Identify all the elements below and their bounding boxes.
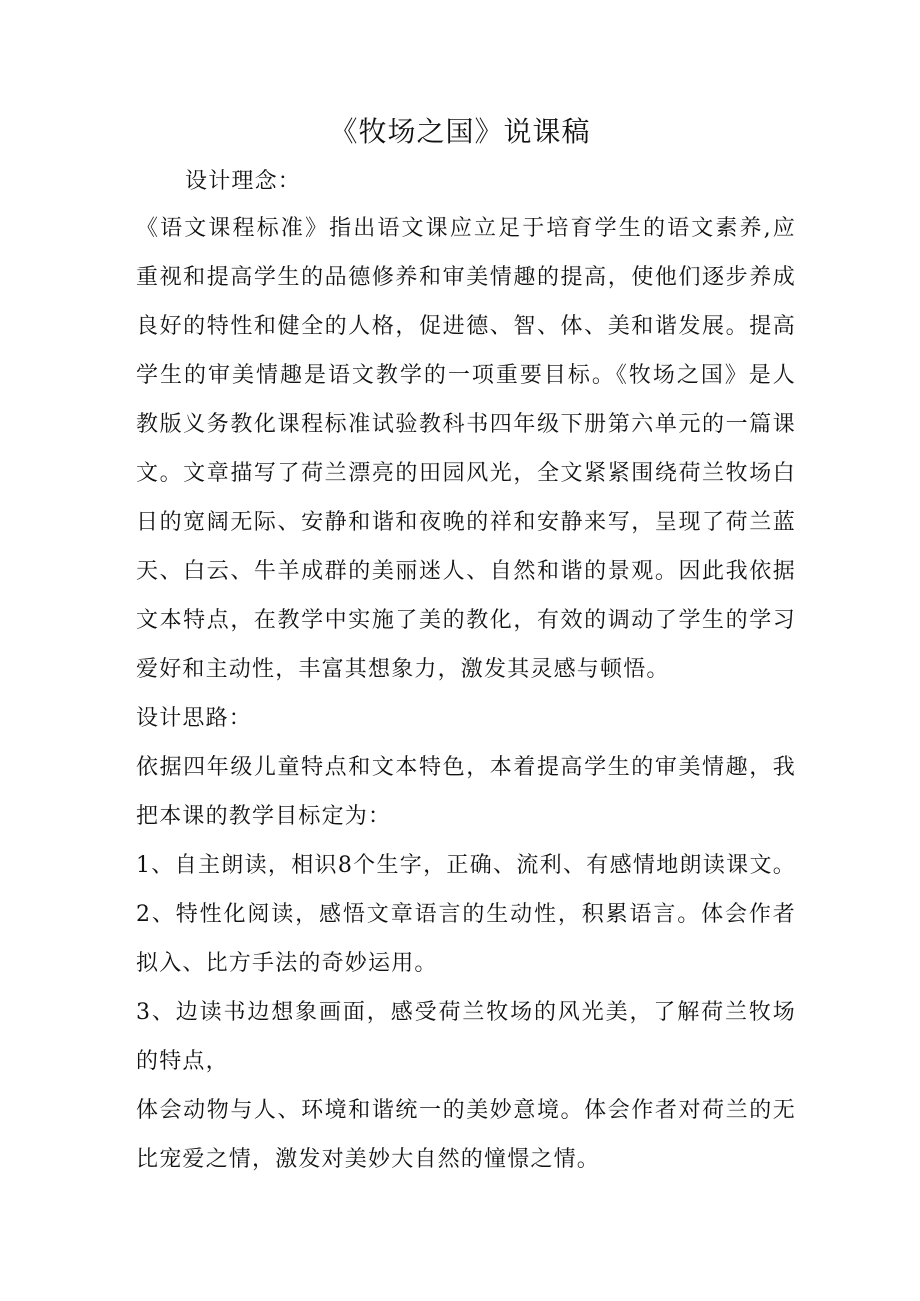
paragraph-line: 比宠爱之情，激发对美妙大自然的憧憬之情。	[136, 1147, 601, 1172]
paragraph-line: 天、白云、牛羊成群的美丽迷人、自然和谐的景观。因此我依据	[136, 559, 796, 584]
paragraph-line: 日的宽阔无际、安静和谐和夜晚的祥和安静来写，呈现了荷兰蓝	[136, 510, 796, 535]
paragraph-line: 把本课的教学目标定为：	[136, 804, 392, 829]
paragraph-line: 体会动物与人、环境和谐统一的美妙意境。体会作者对荷兰的无	[136, 1098, 796, 1123]
list-item-objective-2: 2、特性化阅读，感悟文章语言的生动性，积累语言。体会作者	[136, 902, 796, 927]
list-item-objective-1: 1、自主朗读，相识8个生字，正确、流利、有感情地朗读课文。	[136, 853, 796, 878]
paragraph-line: 文本特点，在教学中实施了美的教化，有效的调动了学生的学习	[136, 608, 796, 633]
paragraph-line: 重视和提高学生的品德修养和审美情趣的提高，使他们逐步养成	[136, 265, 796, 290]
paragraph-line: 的特点，	[136, 1049, 229, 1074]
section-heading-design-approach: 设计思路：	[136, 706, 253, 731]
paragraph-line: 爱好和主动性，丰富其想象力，激发其灵感与顿悟。	[136, 657, 670, 682]
paragraph-line: 《语文课程标准》指出语文课应立足于培育学生的语文素养,应	[136, 216, 796, 241]
paragraph-line: 教版义务教化课程标准试验教科书四年级下册第六单元的一篇课	[136, 412, 796, 437]
paragraph-line: 拟入、比方手法的奇妙运用。	[136, 951, 438, 976]
paragraph-line: 良好的特性和健全的人格，促进德、智、体、美和谐发展。提高	[136, 314, 796, 339]
section-heading-design-concept: 设计理念：	[185, 169, 302, 194]
paragraph-line: 学生的审美情趣是语文教学的一项重要目标。《牧场之国》是人	[136, 363, 796, 388]
list-item-objective-3: 3、边读书边想象画面，感受荷兰牧场的风光美，了解荷兰牧场	[136, 1000, 796, 1025]
paragraph-line: 文。文章描写了荷兰漂亮的田园风光，全文紧紧围绕荷兰牧场白	[136, 461, 796, 486]
paragraph-line: 依据四年级儿童特点和文本特色，本着提高学生的审美情趣，我	[136, 755, 796, 780]
document-title: 《牧场之国》说课稿	[329, 115, 591, 148]
